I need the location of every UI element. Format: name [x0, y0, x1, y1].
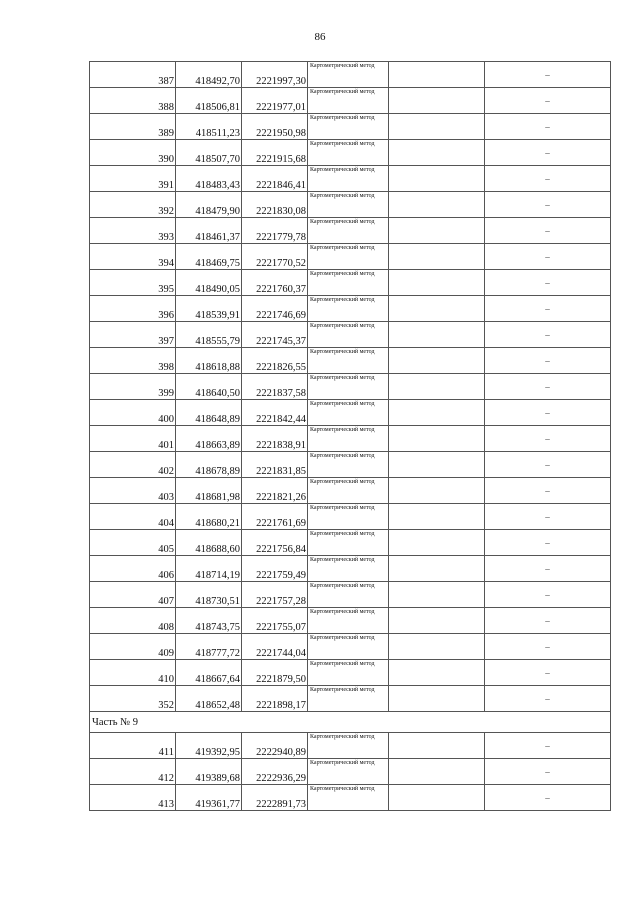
note-cell: –	[485, 88, 611, 114]
method-cell: Картометрический метод	[308, 114, 389, 140]
point-number: 393	[90, 218, 176, 244]
method-cell: Картометрический метод	[308, 504, 389, 530]
empty-cell	[389, 348, 485, 374]
y-coordinate: 2221915,68	[242, 140, 308, 166]
section-label: Часть № 9	[90, 712, 611, 733]
x-coordinate: 418507,70	[176, 140, 242, 166]
y-coordinate: 2221744,04	[242, 634, 308, 660]
y-coordinate: 2221821,26	[242, 478, 308, 504]
note-cell: –	[485, 608, 611, 634]
point-number: 390	[90, 140, 176, 166]
note-cell: –	[485, 452, 611, 478]
empty-cell	[389, 452, 485, 478]
note-cell: –	[485, 166, 611, 192]
table-row	[90, 660, 611, 686]
table-row	[90, 296, 611, 322]
y-coordinate: 2222891,73	[242, 785, 308, 811]
note-cell: –	[485, 270, 611, 296]
y-coordinate: 2221831,85	[242, 452, 308, 478]
point-number: 392	[90, 192, 176, 218]
note-cell: –	[485, 400, 611, 426]
empty-cell	[389, 244, 485, 270]
empty-cell	[389, 634, 485, 660]
method-cell: Картометрический метод	[308, 582, 389, 608]
table-row	[90, 140, 611, 166]
note-cell: –	[485, 348, 611, 374]
table-body-part-9	[90, 733, 611, 811]
point-number: 395	[90, 270, 176, 296]
empty-cell	[389, 530, 485, 556]
table-row	[90, 582, 611, 608]
point-number: 389	[90, 114, 176, 140]
empty-cell	[389, 192, 485, 218]
point-number: 391	[90, 166, 176, 192]
method-cell: Картометрический метод	[308, 556, 389, 582]
method-cell: Картометрический метод	[308, 192, 389, 218]
table-row	[90, 166, 611, 192]
method-cell: Картометрический метод	[308, 140, 389, 166]
note-cell: –	[485, 504, 611, 530]
point-number: 352	[90, 686, 176, 712]
point-number: 411	[90, 733, 176, 759]
method-cell: Картометрический метод	[308, 426, 389, 452]
point-number: 402	[90, 452, 176, 478]
table-row	[90, 426, 611, 452]
x-coordinate: 418479,90	[176, 192, 242, 218]
x-coordinate: 418506,81	[176, 88, 242, 114]
x-coordinate: 418618,88	[176, 348, 242, 374]
table-row	[90, 504, 611, 530]
note-cell: –	[485, 582, 611, 608]
empty-cell	[389, 478, 485, 504]
table-row	[90, 218, 611, 244]
point-number: 405	[90, 530, 176, 556]
point-number: 394	[90, 244, 176, 270]
point-number: 396	[90, 296, 176, 322]
table-row	[90, 348, 611, 374]
point-number: 400	[90, 400, 176, 426]
method-cell: Картометрический метод	[308, 785, 389, 811]
x-coordinate: 418777,72	[176, 634, 242, 660]
empty-cell	[389, 62, 485, 88]
y-coordinate: 2221830,08	[242, 192, 308, 218]
empty-cell	[389, 140, 485, 166]
y-coordinate: 2221837,58	[242, 374, 308, 400]
point-number: 410	[90, 660, 176, 686]
empty-cell	[389, 270, 485, 296]
note-cell: –	[485, 114, 611, 140]
point-number: 401	[90, 426, 176, 452]
x-coordinate: 418492,70	[176, 62, 242, 88]
point-number: 403	[90, 478, 176, 504]
section-header	[90, 712, 611, 733]
y-coordinate: 2221950,98	[242, 114, 308, 140]
method-cell: Картометрический метод	[308, 88, 389, 114]
x-coordinate: 418652,48	[176, 686, 242, 712]
x-coordinate: 418555,79	[176, 322, 242, 348]
y-coordinate: 2221755,07	[242, 608, 308, 634]
empty-cell	[389, 114, 485, 140]
method-cell: Картометрический метод	[308, 660, 389, 686]
method-cell: Картометрический метод	[308, 322, 389, 348]
note-cell: –	[485, 192, 611, 218]
note-cell: –	[485, 244, 611, 270]
x-coordinate: 418688,60	[176, 530, 242, 556]
table-row	[90, 556, 611, 582]
table-row	[90, 322, 611, 348]
table-row	[90, 608, 611, 634]
note-cell: –	[485, 686, 611, 712]
method-cell: Картометрический метод	[308, 166, 389, 192]
x-coordinate: 418483,43	[176, 166, 242, 192]
x-coordinate: 418678,89	[176, 452, 242, 478]
point-number: 412	[90, 759, 176, 785]
note-cell: –	[485, 530, 611, 556]
point-number: 407	[90, 582, 176, 608]
x-coordinate: 419389,68	[176, 759, 242, 785]
x-coordinate: 419361,77	[176, 785, 242, 811]
note-cell: –	[485, 62, 611, 88]
method-cell: Картометрический метод	[308, 478, 389, 504]
table-row	[90, 62, 611, 88]
table-row	[90, 733, 611, 759]
table-row	[90, 88, 611, 114]
note-cell: –	[485, 218, 611, 244]
y-coordinate: 2221779,78	[242, 218, 308, 244]
note-cell: –	[485, 556, 611, 582]
method-cell: Картометрический метод	[308, 296, 389, 322]
method-cell: Картометрический метод	[308, 759, 389, 785]
y-coordinate: 2221838,91	[242, 426, 308, 452]
x-coordinate: 418490,05	[176, 270, 242, 296]
empty-cell	[389, 660, 485, 686]
empty-cell	[389, 582, 485, 608]
empty-cell	[389, 504, 485, 530]
note-cell: –	[485, 759, 611, 785]
point-number: 404	[90, 504, 176, 530]
method-cell: Картометрический метод	[308, 244, 389, 270]
x-coordinate: 418667,64	[176, 660, 242, 686]
x-coordinate: 418640,50	[176, 374, 242, 400]
x-coordinate: 418539,91	[176, 296, 242, 322]
y-coordinate: 2221746,69	[242, 296, 308, 322]
y-coordinate: 2221760,37	[242, 270, 308, 296]
table-row	[90, 400, 611, 426]
point-number: 399	[90, 374, 176, 400]
point-number: 397	[90, 322, 176, 348]
y-coordinate: 2221759,49	[242, 556, 308, 582]
empty-cell	[389, 759, 485, 785]
y-coordinate: 2221879,50	[242, 660, 308, 686]
point-number: 398	[90, 348, 176, 374]
method-cell: Картометрический метод	[308, 348, 389, 374]
empty-cell	[389, 218, 485, 244]
note-cell: –	[485, 660, 611, 686]
empty-cell	[389, 733, 485, 759]
point-number: 413	[90, 785, 176, 811]
y-coordinate: 2221757,28	[242, 582, 308, 608]
empty-cell	[389, 608, 485, 634]
table-row	[90, 374, 611, 400]
point-number: 408	[90, 608, 176, 634]
x-coordinate: 418714,19	[176, 556, 242, 582]
x-coordinate: 418680,21	[176, 504, 242, 530]
method-cell: Картометрический метод	[308, 634, 389, 660]
point-number: 387	[90, 62, 176, 88]
method-cell: Картометрический метод	[308, 218, 389, 244]
method-cell: Картометрический метод	[308, 270, 389, 296]
y-coordinate: 2221826,55	[242, 348, 308, 374]
x-coordinate: 418681,98	[176, 478, 242, 504]
point-number: 388	[90, 88, 176, 114]
table-row	[90, 244, 611, 270]
y-coordinate: 2221846,41	[242, 166, 308, 192]
page-number: 86	[314, 31, 326, 43]
note-cell: –	[485, 322, 611, 348]
x-coordinate: 418511,23	[176, 114, 242, 140]
y-coordinate: 2221761,69	[242, 504, 308, 530]
table-row	[90, 192, 611, 218]
y-coordinate: 2221745,37	[242, 322, 308, 348]
y-coordinate: 2221756,84	[242, 530, 308, 556]
x-coordinate: 418743,75	[176, 608, 242, 634]
note-cell: –	[485, 140, 611, 166]
method-cell: Картометрический метод	[308, 686, 389, 712]
empty-cell	[389, 426, 485, 452]
section-row	[90, 712, 611, 733]
table-body-part-8	[90, 62, 611, 712]
method-cell: Картометрический метод	[308, 452, 389, 478]
point-number: 406	[90, 556, 176, 582]
empty-cell	[389, 785, 485, 811]
y-coordinate: 2221977,01	[242, 88, 308, 114]
y-coordinate: 2221898,17	[242, 686, 308, 712]
empty-cell	[389, 686, 485, 712]
note-cell: –	[485, 733, 611, 759]
table-row	[90, 759, 611, 785]
y-coordinate: 2221997,30	[242, 62, 308, 88]
x-coordinate: 418663,89	[176, 426, 242, 452]
y-coordinate: 2221770,52	[242, 244, 308, 270]
table-row	[90, 634, 611, 660]
empty-cell	[389, 374, 485, 400]
method-cell: Картометрический метод	[308, 62, 389, 88]
x-coordinate: 418648,89	[176, 400, 242, 426]
note-cell: –	[485, 374, 611, 400]
x-coordinate: 419392,95	[176, 733, 242, 759]
table-row	[90, 270, 611, 296]
table-row	[90, 686, 611, 712]
y-coordinate: 2221842,44	[242, 400, 308, 426]
table-row	[90, 530, 611, 556]
empty-cell	[389, 322, 485, 348]
empty-cell	[389, 296, 485, 322]
table-row	[90, 114, 611, 140]
empty-cell	[389, 556, 485, 582]
x-coordinate: 418469,75	[176, 244, 242, 270]
coordinates-table	[89, 61, 611, 811]
method-cell: Картометрический метод	[308, 608, 389, 634]
point-number: 409	[90, 634, 176, 660]
method-cell: Картометрический метод	[308, 374, 389, 400]
method-cell: Картометрический метод	[308, 733, 389, 759]
method-cell: Картометрический метод	[308, 400, 389, 426]
empty-cell	[389, 88, 485, 114]
note-cell: –	[485, 296, 611, 322]
y-coordinate: 2222936,29	[242, 759, 308, 785]
note-cell: –	[485, 785, 611, 811]
table-row	[90, 478, 611, 504]
method-cell: Картометрический метод	[308, 530, 389, 556]
note-cell: –	[485, 478, 611, 504]
empty-cell	[389, 166, 485, 192]
empty-cell	[389, 400, 485, 426]
x-coordinate: 418461,37	[176, 218, 242, 244]
x-coordinate: 418730,51	[176, 582, 242, 608]
y-coordinate: 2222940,89	[242, 733, 308, 759]
table-row	[90, 452, 611, 478]
note-cell: –	[485, 426, 611, 452]
note-cell: –	[485, 634, 611, 660]
table-row	[90, 785, 611, 811]
